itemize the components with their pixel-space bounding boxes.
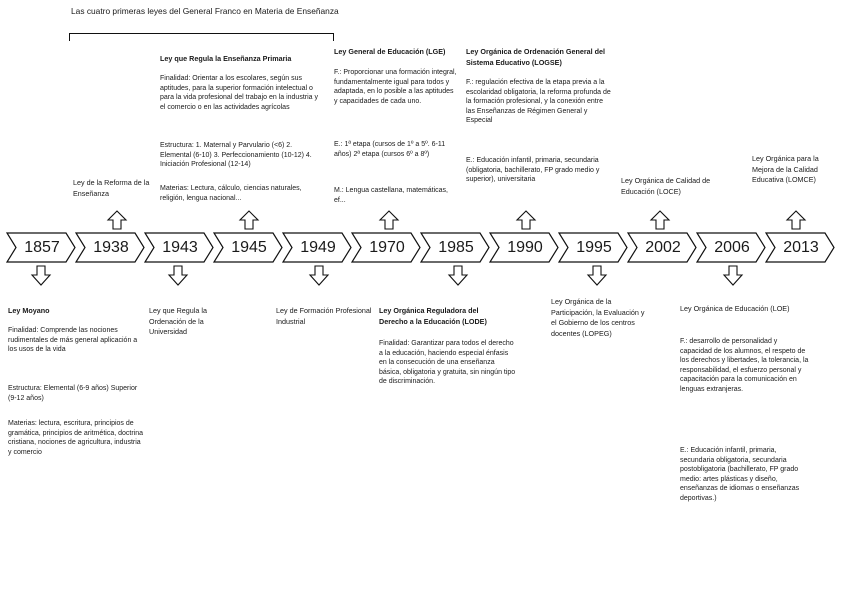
arrow-up-1938-icon	[108, 211, 126, 229]
lge-materias: M.: Lengua castellana, matemáticas, ef...	[334, 187, 449, 204]
year-2006: 2006	[714, 239, 750, 256]
arrow-down-2006-icon	[724, 266, 742, 285]
loe-finalidad: F.: desarrollo de personalidad y capacidad de los alumnos, el respeto de los derechos y libertades, la tolerancia, la responsabilidad, el esfuerzo personal y capacitación para la comunicación en lenguas extranjeras.	[680, 338, 809, 393]
arrow-up-1990-icon	[517, 211, 535, 229]
year-1970: 1970	[369, 239, 405, 256]
ley-moyano-title: Ley Moyano	[8, 306, 50, 315]
ley-primaria-materias: Materias: Lectura, cálculo, ciencias naturales, religión, lengua nacional...	[160, 185, 302, 202]
loce-label: Ley Orgánica de Calidad de Educación (LOCE)	[621, 176, 711, 196]
arrow-down-1949-icon	[310, 266, 328, 285]
ley-primaria-finalidad: Finalidad: Orientar a los escolares, según sus aptitudes, para la superior formación intelectual o para la vida profesional del trabajo en la industria y el comercio o en las actividades agrícolas	[160, 75, 318, 111]
ley-formacion-label: Ley de Formación Profesional Industrial	[276, 306, 372, 326]
logse-title: Ley Orgánica de Ordenación General del Sistema Educativo (LOGSE)	[466, 47, 606, 67]
lode-finalidad: Finalidad: Garantizar para todos el derecho a la educación, haciendo especial énfasis en la consecución de una enseñanza básica, obligatoria y gratuita, sin ningún tipo de discriminación.	[379, 340, 516, 386]
logse-estructura: E.: Educación infantil, primaria, secundaria (obligatoria, bachillerato, FP grado medio y superior), universitaria	[466, 157, 600, 184]
arrow-up-2002-icon	[651, 211, 669, 229]
ley-primaria-estructura: Estructura: 1. Maternal y Parvulario (<6) 2. Elemental (6-10) 3. Perfeccionamiento (10-12) 4. Iniciación Profesional (12-14)	[160, 142, 312, 169]
arrow-down-1985-icon	[449, 266, 467, 285]
arrow-up-1970-icon	[380, 211, 398, 229]
logse-finalidad: F.: regulación efectiva de la etapa previa a la escolaridad obligatoria, la reforma profunda de la formación profesional, y la conexión entre las Enseñanzas de Régimen General y Especial	[466, 79, 611, 125]
year-1985: 1985	[438, 239, 474, 256]
arrow-up-1945-icon	[240, 211, 258, 229]
arrow-down-1995-icon	[588, 266, 606, 285]
lge-finalidad: F.: Proporcionar una formación integral, fundamentalmente igual para todos y adaptada, en lo posible a las aptitudes y capacidades de cada uno.	[334, 69, 457, 105]
ley-moyano-estructura: Estructura: Elemental (6-9 años) Superior (9-12 años)	[8, 385, 138, 402]
ley-moyano-finalidad: Finalidad: Comprende las nociones rudimentales de más general aplicación a los usos de la vida	[8, 327, 138, 354]
diagram-title: Las cuatro primeras leyes del General Franco en Materia de Enseñanza	[71, 6, 339, 16]
year-2013: 2013	[783, 239, 819, 256]
year-1990: 1990	[507, 239, 543, 256]
arrow-down-1857-icon	[32, 266, 50, 285]
year-2002: 2002	[645, 239, 681, 256]
lode-title: Ley Orgánica Reguladora del Derecho a la Educación (LODE)	[379, 306, 487, 326]
ley-primaria-title: Ley que Regula la Enseñanza Primaria	[160, 54, 292, 63]
lge-title: Ley General de Educación (LGE)	[334, 47, 446, 56]
loe-title: Ley Orgánica de Educación (LOE)	[680, 304, 790, 313]
lopeg-label: Ley Orgánica de la Participación, la Evaluación y el Gobierno de los centros docentes (LOPEG)	[551, 297, 645, 338]
arrow-down-1943-icon	[169, 266, 187, 285]
ley-reforma-label: Ley de la Reforma de la Enseñanza	[73, 178, 150, 198]
ley-moyano-materias: Materias: lectura, escritura, principios de gramática, principios de aritmética, doctrina cristiana, nociones de agricultura, industria y comercio	[8, 420, 144, 456]
lomce-label: Ley Orgánica para la Mejora de la Calidad Educativa (LOMCE)	[752, 154, 819, 184]
year-1857: 1857	[24, 239, 60, 256]
year-1943: 1943	[162, 239, 198, 256]
ley-universidad-label: Ley que Regula la Ordenación de la Universidad	[149, 306, 207, 336]
year-1949: 1949	[300, 239, 336, 256]
year-1938: 1938	[93, 239, 129, 256]
loe-estructura: E.: Educación infantil, primaria, secundaria obligatoria, secundaria postobligatoria (bachillerato, FP grado medio: artes plásticas y diseño, enseñanzas de idiomas o enseñanzas deportivas.)	[680, 447, 800, 502]
lge-estructura: E.: 1ª etapa (cursos de 1º a 5º. 6-11 años) 2ª etapa (cursos 6º a 8º)	[334, 141, 446, 158]
year-1995: 1995	[576, 239, 612, 256]
arrow-up-2013-icon	[787, 211, 805, 229]
year-1945: 1945	[231, 239, 267, 256]
